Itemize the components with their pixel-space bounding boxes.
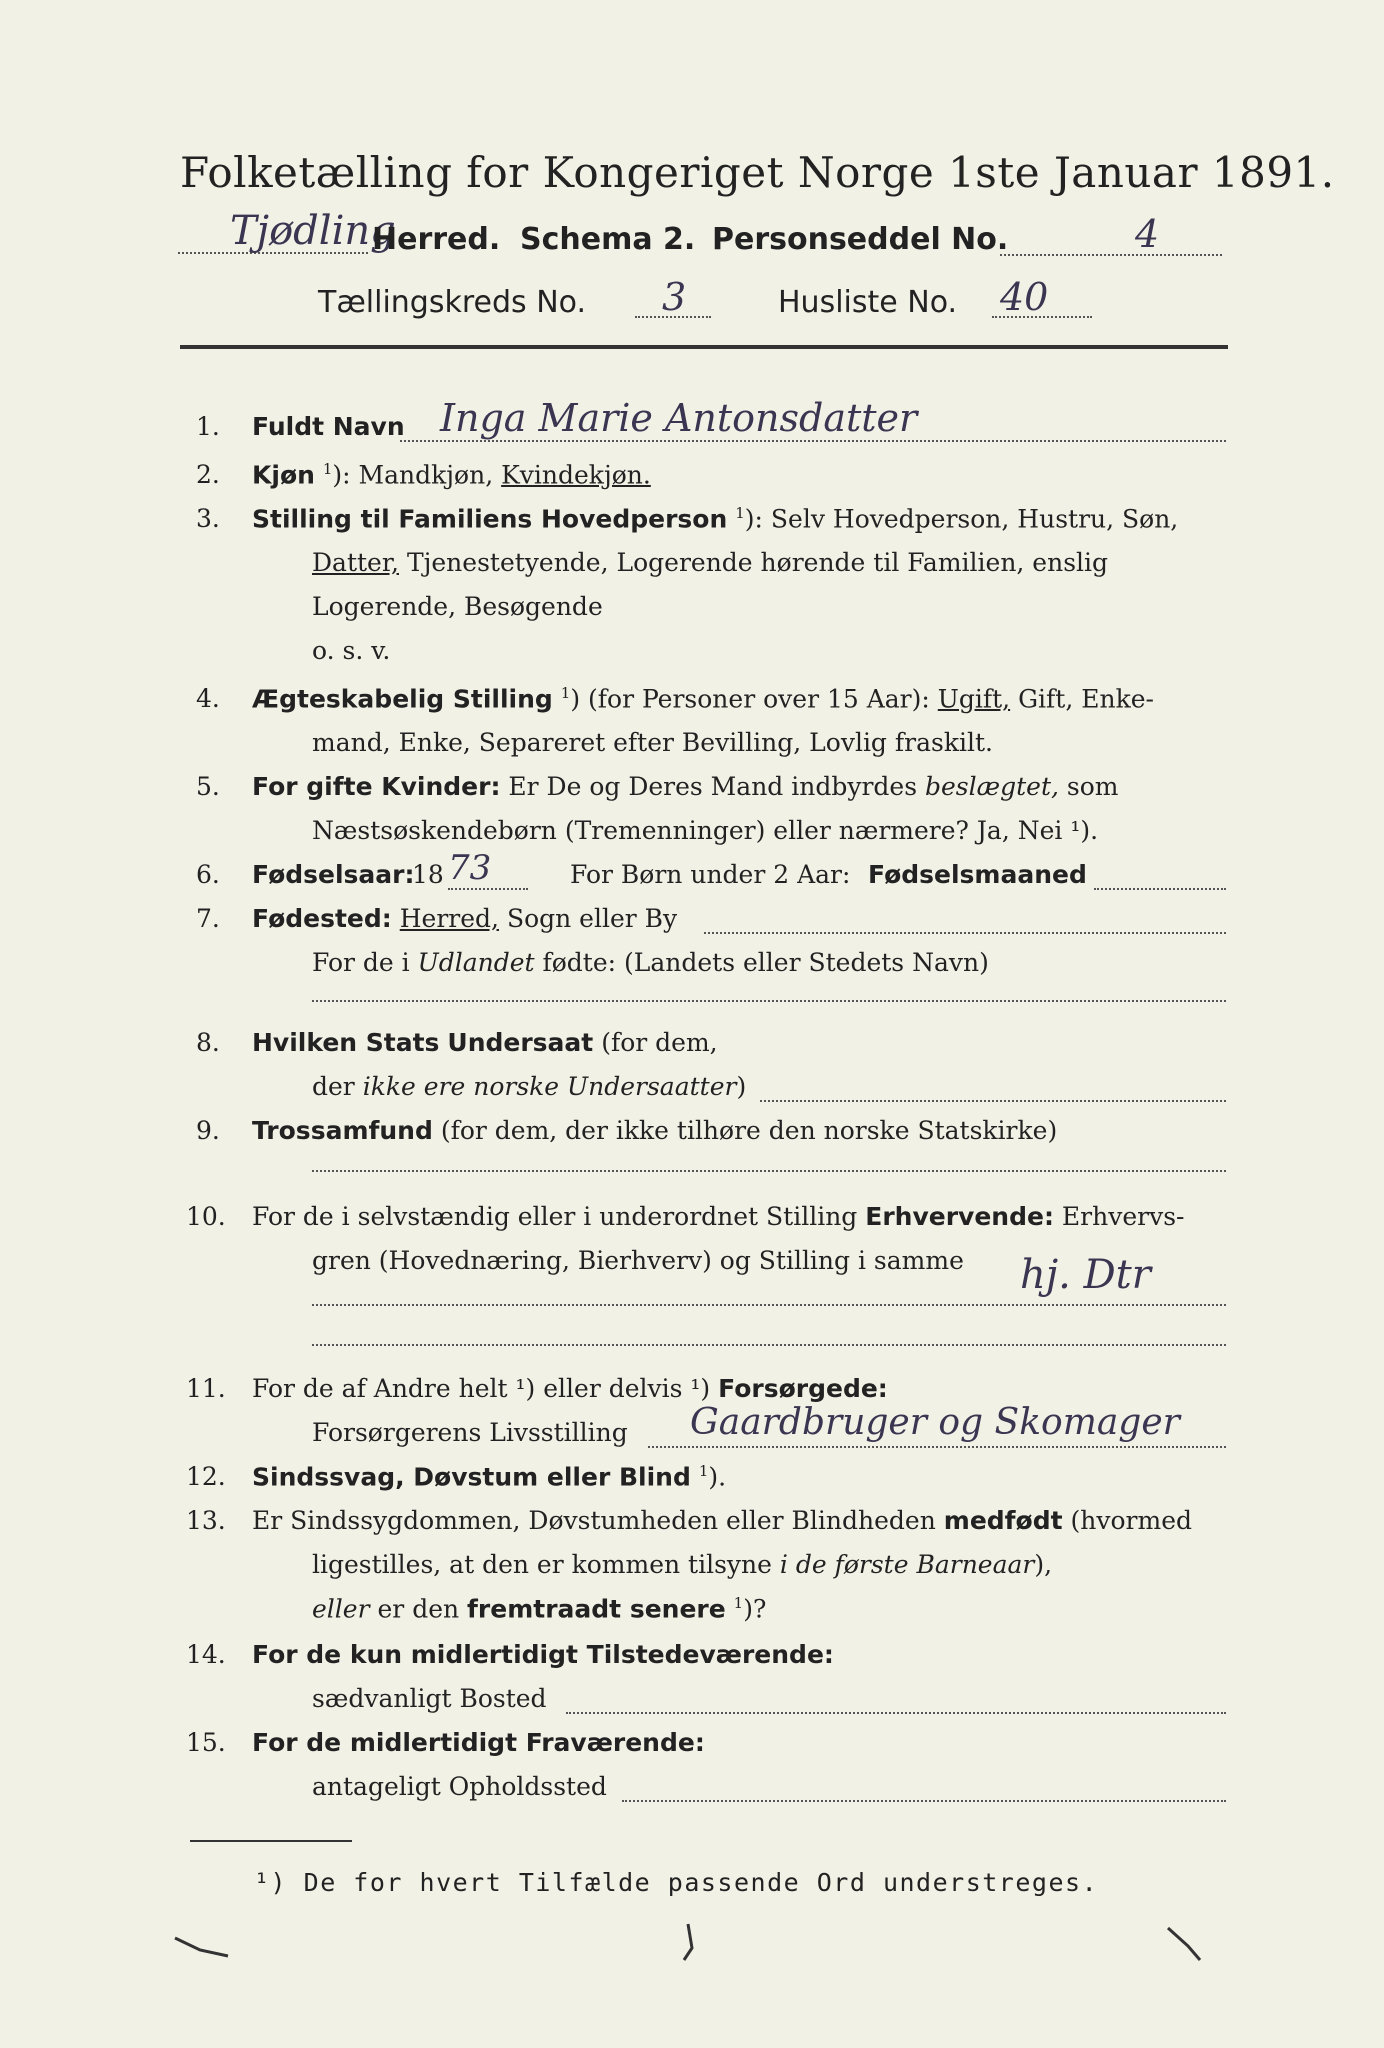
q13-line2-a: ligestilles, at den er kommen tilsyne [312, 1550, 772, 1579]
personseddel-value: 4 [1135, 212, 1160, 256]
q6-prefix: 18 [412, 860, 444, 889]
q4-sup: 1 [560, 684, 571, 702]
herred-value: Tjødling [230, 208, 396, 254]
footnote-rule [190, 1840, 352, 1842]
q3-sup: 1 [735, 504, 745, 522]
q6-text: For Børn under 2 Aar: [570, 860, 851, 889]
q1-value: Inga Marie Antonsdatter [440, 396, 918, 440]
q9-dotline [312, 1170, 1226, 1172]
q10-line1 [252, 1202, 1184, 1231]
herred-label: Herred. [372, 222, 501, 257]
q5-label: For gifte Kvinder: [252, 772, 501, 801]
q13-number: 13. [186, 1506, 226, 1535]
q5-line1-b: beslægtet, [925, 772, 1059, 801]
q8-line2-a: der [312, 1072, 355, 1101]
q3-line1 [252, 504, 1178, 533]
q13-sup: 1 [733, 1594, 744, 1612]
q13-line2-c: ), [1034, 1550, 1053, 1579]
form-title: Folketælling for Kongeriget Norge 1ste Januar 1891. [180, 148, 1335, 197]
q7-line2-a: For de i [312, 948, 410, 977]
q5-line1-a: Er De og Deres Mand indbyrdes [508, 772, 918, 801]
q10-line2: gren (Hovednæring, Bierhverv) og Stilling i samme [312, 1246, 964, 1275]
q10-number: 10. [186, 1202, 226, 1231]
q12-line [252, 1462, 726, 1491]
q3-line2-text: Tjenestetyende, Logerende hørende til Familien, enslig [406, 548, 1109, 577]
q7-opt-b: Sogn eller By [506, 904, 678, 933]
q7-label: Fødested: [252, 904, 392, 933]
q3-line1-text: ): Selv Hovedperson, Hustru, Søn, [744, 504, 1179, 534]
q10-line1-c: Erhvervs- [1061, 1202, 1185, 1231]
schema-label: Schema 2. [520, 222, 696, 257]
q15-label: For de midlertidigt Fraværende: [252, 1728, 705, 1757]
q4-line2: mand, Enke, Separeret efter Bevilling, Lovlig fraskilt. [312, 728, 993, 757]
q11-line2: Forsørgerens Livsstilling [312, 1418, 628, 1447]
q8-line2 [312, 1072, 746, 1101]
q14-label: For de kun midlertidigt Tilstedeværende: [252, 1640, 834, 1669]
header-rule [180, 345, 1228, 349]
footnote: ¹) De for hvert Tilfælde passende Ord understreges. [254, 1868, 1099, 1897]
q9-line1 [252, 1116, 1057, 1145]
corner-mark-left [170, 1930, 250, 1970]
personseddel-label: Personseddel No. [712, 222, 1009, 257]
q8-number: 8. [196, 1028, 220, 1057]
corner-mark-right [1160, 1920, 1220, 1970]
q9-number: 9. [196, 1116, 220, 1145]
q13-line1-a: Er Sindssygdommen, Døvstumheden eller Blindheden [252, 1506, 936, 1535]
q10-line1-b: Erhvervende: [865, 1202, 1054, 1231]
q6-value: 73 [448, 848, 492, 888]
q13-line1-c: (hvormed [1070, 1506, 1193, 1535]
q14-line2: sædvanligt Bosted [312, 1684, 547, 1713]
q10-dotline [312, 1304, 1226, 1306]
kreds-label: Tællingskreds No. [318, 285, 586, 320]
q3-number: 3. [196, 504, 220, 533]
q15-dotline [622, 1800, 1226, 1802]
q7-number: 7. [196, 904, 220, 933]
kreds-value: 3 [662, 275, 687, 319]
q2-sup: 1 [322, 460, 333, 478]
q5-line1 [252, 772, 1119, 801]
q10-dotline2 [312, 1344, 1226, 1346]
center-mark [670, 1920, 710, 1970]
q2-line [252, 460, 651, 489]
q2-text-a: ): Mandkjøn, [332, 460, 494, 490]
q4-number: 4. [196, 684, 220, 713]
q8-label: Hvilken Stats [252, 1028, 440, 1057]
q15-number: 15. [186, 1728, 226, 1757]
q15-line2: antageligt Opholdssted [312, 1772, 607, 1801]
q3-line4: o. s. v. [312, 636, 391, 665]
husliste-value: 40 [1000, 275, 1049, 319]
q13-line1-b: medfødt [943, 1506, 1063, 1535]
q4-line1-c: Gift, Enke- [1018, 684, 1154, 714]
q12-tail: ). [708, 1462, 727, 1492]
q13-line1 [252, 1506, 1192, 1535]
q3-datter: Datter, [312, 548, 399, 577]
q4-label: Ægteskabelig Stilling [252, 684, 553, 714]
q6-dotline2 [1094, 888, 1226, 890]
q2-number: 2. [196, 460, 220, 489]
q2-text-b: Kvindekjøn. [501, 460, 651, 490]
q4-ugift: Ugift, [937, 684, 1011, 714]
q8-line1 [252, 1028, 718, 1057]
q6-number: 6. [196, 860, 220, 889]
q12-label: Sindssvag, Døvstum eller Blind [252, 1462, 691, 1492]
q11-line1 [252, 1374, 888, 1403]
q9-label: Trossamfund [252, 1116, 433, 1145]
q12-sup: 1 [698, 1462, 709, 1480]
q5-line2: Næstsøskendebørn (Tremenninger) eller nærmere? Ja, Nei ¹). [312, 816, 1099, 845]
q7-dotline [704, 932, 1226, 934]
q8-line2-b: ikke ere norske Undersaatter [362, 1072, 737, 1101]
q7-line1 [252, 904, 677, 933]
q7-line2 [312, 948, 989, 977]
q10-value: hj. Dtr [1020, 1252, 1151, 1298]
q3-line2 [312, 548, 1108, 577]
q6-dotline [448, 888, 528, 890]
q3-label: Stilling til Familiens Hovedperson [252, 504, 728, 534]
q13-line2 [312, 1550, 1052, 1579]
q8-line2-c: ) [736, 1072, 747, 1101]
q11-value: Gaardbruger og Skomager [690, 1402, 1180, 1443]
q5-number: 5. [196, 772, 220, 801]
q11-number: 11. [186, 1374, 226, 1403]
q11-line1-b: Forsørgede: [718, 1374, 888, 1403]
q13-line3-d: )? [743, 1594, 767, 1624]
q14-number: 14. [186, 1640, 226, 1669]
q7-opt-a: Herred, [399, 904, 499, 933]
q7-line2-b: Udlandet [417, 948, 535, 977]
q10-line1-a: For de i selvstændig eller i underordnet Stilling [252, 1202, 858, 1231]
q13-line3-a: eller [312, 1594, 370, 1624]
q13-line3-b: er den [377, 1594, 460, 1624]
q5-line1-c: som [1066, 772, 1119, 801]
q13-line2-b: i de første Barneaar [779, 1550, 1035, 1579]
q11-dotline [648, 1446, 1226, 1448]
q11-line1-a: For de af Andre helt ¹) eller delvis ¹) [252, 1374, 711, 1403]
q14-dotline [566, 1712, 1226, 1714]
q6-label: Fødselsaar: [252, 860, 415, 889]
q12-number: 12. [186, 1462, 226, 1491]
q6-label2: Fødselsmaaned [868, 860, 1087, 889]
personseddel-dotline [1000, 254, 1222, 256]
q8-dotline [760, 1100, 1226, 1102]
q13-line3 [312, 1594, 766, 1623]
q8-label-b: Undersaat [447, 1028, 594, 1057]
q8-line1-text: (for dem, [601, 1028, 718, 1057]
q2-label: Kjøn [252, 460, 315, 490]
q1-dotline [400, 440, 1226, 442]
q3-line3: Logerende, Besøgende [312, 592, 603, 621]
q13-line3-c: fremtraadt senere [467, 1594, 726, 1624]
q7-dotline2 [312, 1000, 1226, 1002]
q1-label: Fuldt Navn [252, 412, 405, 441]
q9-text: (for dem, der ikke tilhøre den norske Statskirke) [440, 1116, 1058, 1145]
husliste-label: Husliste No. [778, 285, 958, 320]
q4-line1 [252, 684, 1154, 713]
q7-line2-c: fødte: (Landets eller Stedets Navn) [542, 948, 989, 977]
q4-line1-a: ) (for Personer over 15 Aar): [570, 684, 930, 714]
q1-number: 1. [196, 412, 220, 441]
